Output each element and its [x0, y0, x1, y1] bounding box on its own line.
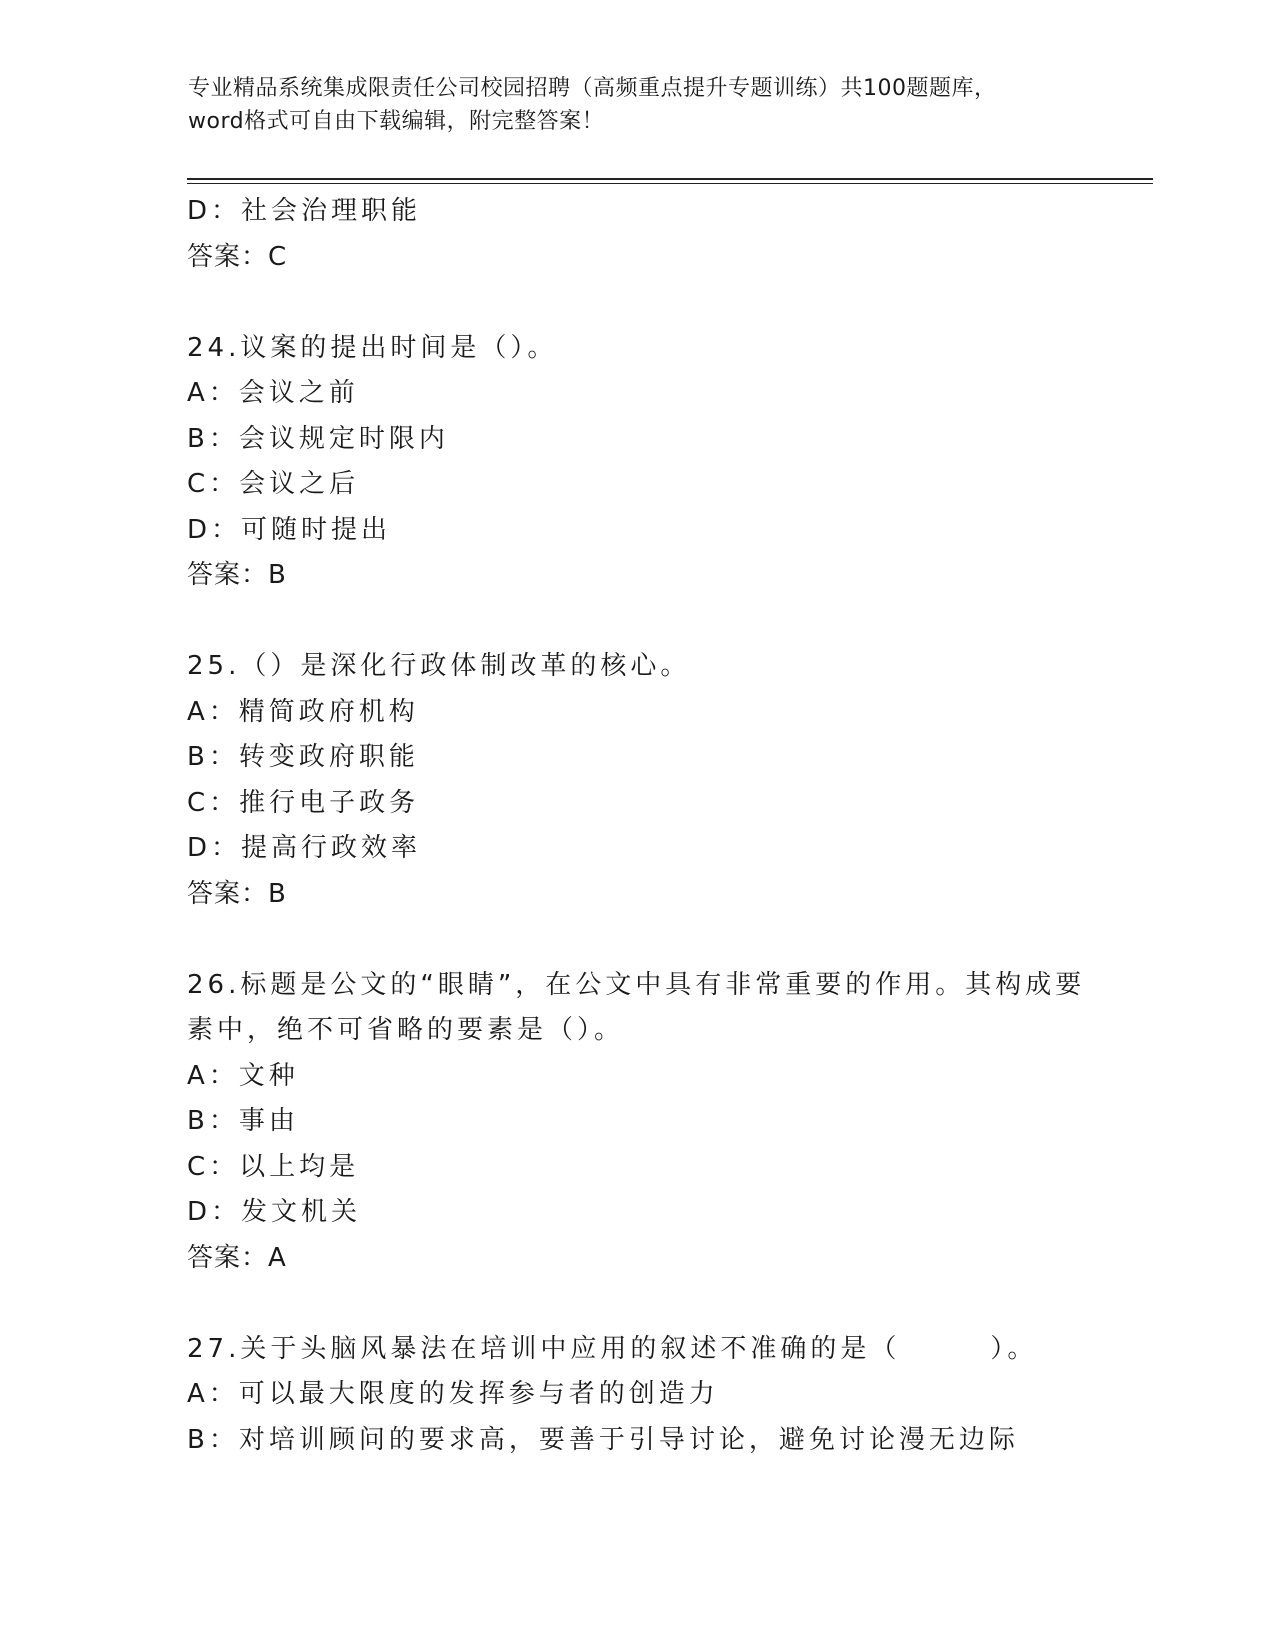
answer-line: 答案：B: [187, 560, 287, 590]
question-stem-25: 25.（）是深化行政体制改革的核心。: [187, 651, 691, 681]
answer-line: 答案：C: [187, 241, 288, 272]
spacer: [187, 599, 1087, 645]
option-b: B：事由: [187, 1106, 299, 1136]
header-divider-thin: [187, 183, 1153, 184]
answer-line: 答案：A: [187, 1242, 287, 1273]
answer-line: 答案：B: [187, 878, 287, 909]
option-a: A：可以最大限度的发挥参与者的创造力: [187, 1379, 719, 1409]
option-b: B：对培训顾问的要求高，要善于引导讨论，避免讨论漫无边际: [187, 1424, 1019, 1455]
option-a: A：会议之前: [187, 378, 359, 408]
option-b: B：转变政府职能: [187, 742, 419, 772]
option-a: A：文种: [187, 1060, 299, 1091]
option-d: D：社会治理职能: [187, 196, 422, 226]
question-stem-26-line2: 素中，绝不可省略的要素是（）。: [187, 1015, 625, 1045]
option-a: A：精简政府机构: [187, 696, 419, 727]
option-d: D：提高行政效率: [187, 833, 422, 863]
option-d: D：发文机关: [187, 1197, 362, 1227]
spacer: [187, 917, 1087, 963]
question-stem-26-line1: 26.标题是公文的“眼睛”，在公文中具有非常重要的作用。其构成要: [187, 969, 1086, 1000]
question-stem-24: 24.议案的提出时间是（）。: [187, 332, 558, 363]
option-c: C：会议之后: [187, 469, 360, 499]
document-header: 专业精品系统集成限责任公司校园招聘（高频重点提升专题训练）共100题题库，word格式可自由下载编辑，附完整答案！: [188, 76, 997, 134]
option-c: C：推行电子政务: [187, 787, 420, 818]
spacer: [187, 1281, 1087, 1327]
question-stem-27: 27.关于头脑风暴法在培训中应用的叙述不准确的是（ ）。: [187, 1333, 1038, 1364]
spacer: [187, 280, 1087, 326]
option-d: D：可随时提出: [187, 514, 392, 545]
header-divider-thick: [187, 178, 1153, 180]
question-list: [187, 189, 1087, 1463]
option-b: B：会议规定时限内: [187, 423, 449, 454]
option-c: C：以上均是: [187, 1151, 360, 1182]
